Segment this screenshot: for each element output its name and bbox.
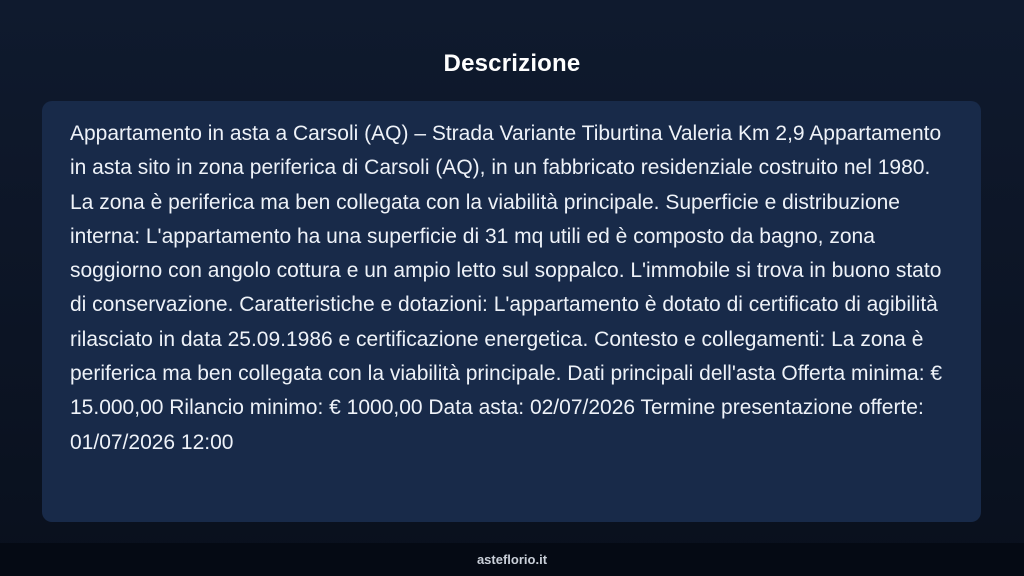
- footer-bar: [0, 543, 1024, 576]
- page-title: Descrizione: [443, 50, 581, 77]
- footer-site-name: asteflorio.it: [476, 552, 548, 567]
- description-text: Appartamento in asta a Carsoli (AQ) – Strada Variante Tiburtina Valeria Km 2,9 Appartamento in asta sito in zona periferica di Carsoli (AQ), in un fabbricato residenziale costruito nel 1980. La zona è periferica ma ben collegata con la viabilità principale. Superficie e distribuzione interna: L'appartamento ha una superficie di 31 mq utili ed è composto da bagno, zona soggiorno con angolo cottura e un ampio letto sul soppalco. L'immobile si trova in buono stato di conservazione. Caratteristiche e dotazioni: L'appartamento è dotato di certificato di agibilità rilasciato in data 25.09.1986 e certificazione energetica. Contesto e collegamenti: La zona è periferica ma ben collegata con la viabilità principale. Dati principali dell'asta Offerta minima: € 15.000,00 Rilancio minimo: € 1000,00 Data asta: 02/07/2026 Termine presentazione offerte: 01/07/2026 12:00: [70, 122, 943, 454]
- description-card: [42, 101, 981, 522]
